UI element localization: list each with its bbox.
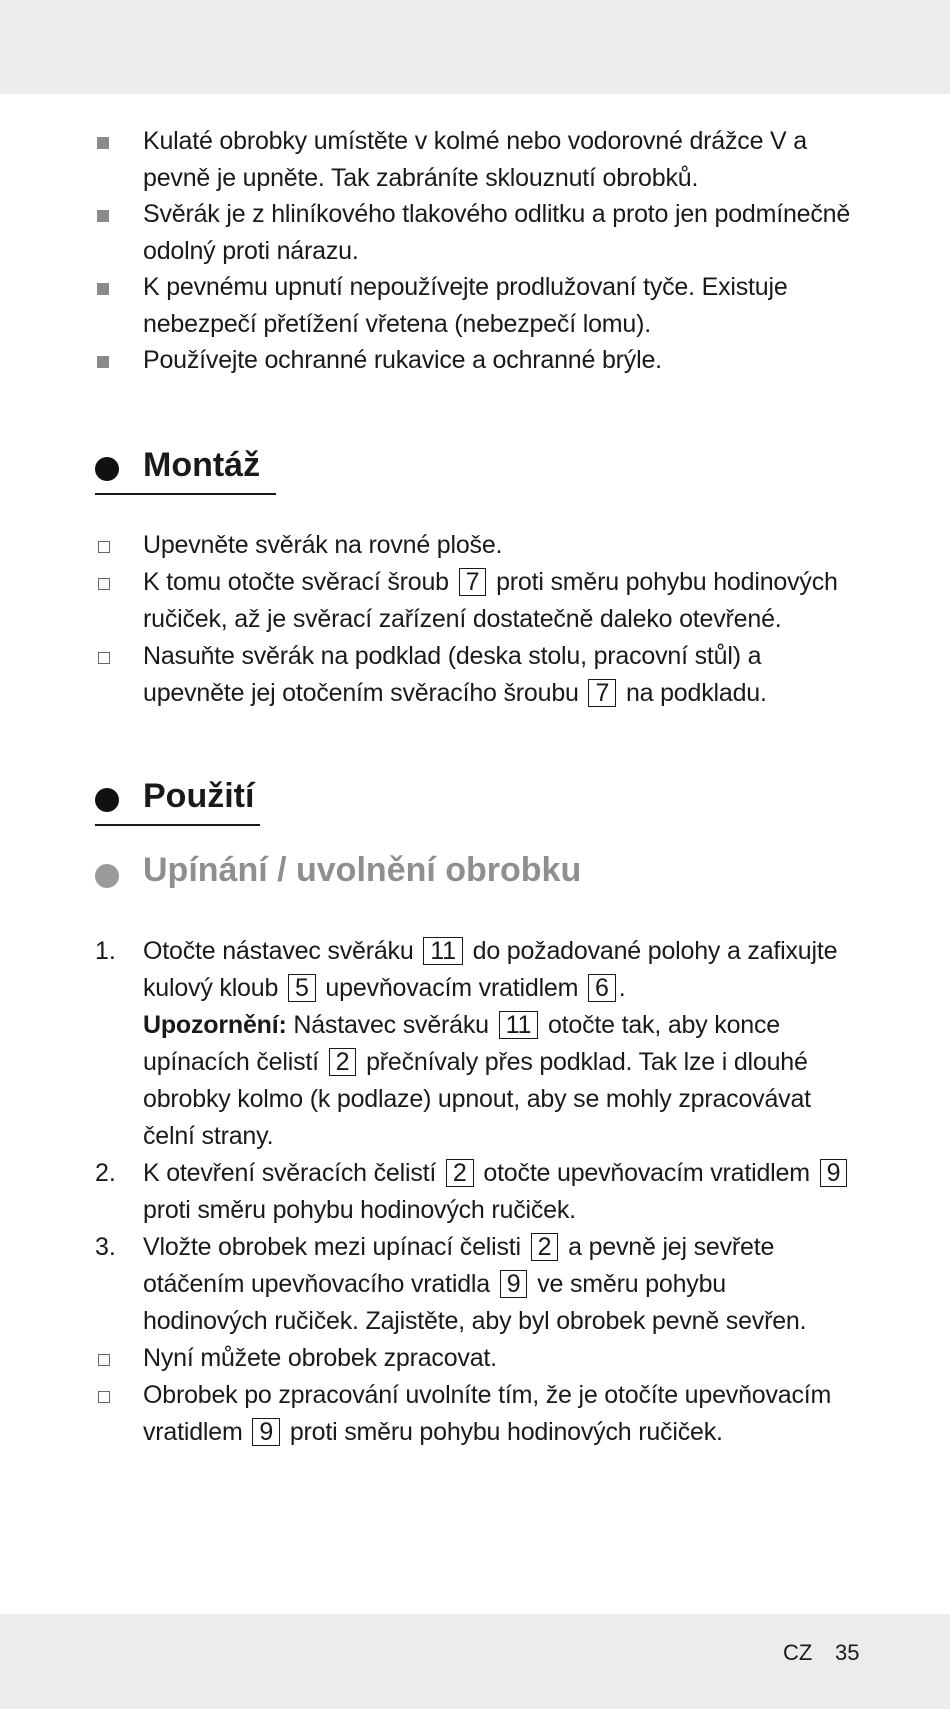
pouziti-step-2 bbox=[143, 1155, 863, 1229]
page-number: 35 bbox=[835, 1640, 860, 1665]
text: proti směru pohybu hodinových bbox=[496, 568, 838, 596]
part-number-box: 6 bbox=[588, 974, 616, 1002]
safety-bullet-4 bbox=[143, 342, 863, 379]
text: vratidlem bbox=[143, 1418, 243, 1446]
footer-language: CZ bbox=[783, 1640, 813, 1665]
text: přečnívaly přes podklad. Tak lze i dlouhé bbox=[366, 1048, 808, 1076]
text-line: čelní strany. bbox=[143, 1122, 274, 1150]
part-number-box: 2 bbox=[329, 1048, 357, 1076]
safety-bullet-1 bbox=[143, 123, 863, 197]
text-line bbox=[143, 1229, 863, 1266]
text-line bbox=[143, 564, 863, 601]
bullet-square-icon bbox=[97, 137, 109, 149]
text-line: nebezpečí přetížení vřetena (nebezpečí lomu). bbox=[143, 310, 651, 338]
text: do požadované polohy a zafixujte bbox=[472, 937, 838, 965]
checkbox-square-icon bbox=[98, 652, 110, 664]
text: upevněte jej otočením svěracího šroubu bbox=[143, 679, 579, 707]
checkbox-square-icon bbox=[98, 1391, 110, 1403]
text: Otočte nástavec svěráku bbox=[143, 937, 414, 965]
pouziti-note-1 bbox=[143, 1340, 863, 1377]
text: upínacích čelistí bbox=[143, 1048, 319, 1076]
text-line bbox=[143, 933, 863, 970]
top-margin-band bbox=[0, 0, 950, 94]
part-number-box: 5 bbox=[288, 974, 316, 1002]
part-number-box: 7 bbox=[459, 568, 487, 596]
text: na podkladu. bbox=[625, 679, 767, 707]
text-line: Používejte ochranné rukavice a ochranné brýle. bbox=[143, 346, 662, 374]
part-number-box: 11 bbox=[423, 937, 463, 965]
part-number-box: 2 bbox=[446, 1159, 474, 1187]
pouziti-note-2 bbox=[143, 1377, 863, 1451]
heading-bullet-icon bbox=[95, 457, 119, 481]
text: Vložte obrobek mezi upínací čelisti bbox=[143, 1233, 521, 1261]
bullet-square-icon bbox=[97, 283, 109, 295]
step-number: 3. bbox=[95, 1233, 116, 1261]
heading-bullet-icon bbox=[95, 864, 119, 888]
montaz-step-1 bbox=[143, 527, 863, 564]
text: upevňovacím vratidlem bbox=[325, 974, 579, 1002]
text-line bbox=[143, 970, 863, 1007]
text-line: odolný proti nárazu. bbox=[143, 237, 359, 265]
note-label: Upozornění: bbox=[143, 1011, 287, 1039]
part-number-box: 9 bbox=[820, 1159, 848, 1187]
bullet-square-icon bbox=[97, 210, 109, 222]
safety-bullet-3 bbox=[143, 269, 863, 343]
heading-underline bbox=[95, 493, 276, 495]
text: otočte tak, aby konce bbox=[547, 1011, 780, 1039]
pouziti-step-3 bbox=[143, 1229, 863, 1340]
checkbox-square-icon bbox=[98, 1354, 110, 1366]
text-line: Kulaté obrobky umístěte v kolmé nebo vodorovné drážce V a bbox=[143, 127, 807, 155]
text-line bbox=[143, 675, 863, 712]
heading-text: Montáž bbox=[143, 446, 261, 484]
checkbox-square-icon bbox=[98, 578, 110, 590]
text-line bbox=[143, 1155, 863, 1192]
text-line bbox=[143, 1266, 863, 1303]
text-line: proti směru pohybu hodinových ručiček. bbox=[143, 1196, 576, 1224]
text: . bbox=[618, 974, 626, 1002]
text-line: Obrobek po zpracování uvolníte tím, že je otočíte upevňovacím bbox=[143, 1381, 832, 1409]
montaz-step-3 bbox=[143, 638, 863, 712]
text: ve směru pohybu bbox=[537, 1270, 726, 1298]
text-line: Upevněte svěrák na rovné ploše. bbox=[143, 531, 503, 559]
heading-underline bbox=[95, 824, 260, 826]
text-line: pevně je upněte. Tak zabráníte sklouznutí obrobků. bbox=[143, 164, 699, 192]
part-number-box: 9 bbox=[500, 1270, 528, 1298]
part-number-box: 7 bbox=[588, 679, 616, 707]
checkbox-square-icon bbox=[98, 541, 110, 553]
text-line bbox=[143, 1007, 863, 1044]
part-number-box: 9 bbox=[252, 1418, 280, 1446]
step-number: 1. bbox=[95, 937, 116, 965]
text-line: obrobky kolmo (k podlaze) upnout, aby se mohly zpracovávat bbox=[143, 1085, 811, 1113]
text-line: K pevnému upnutí nepoužívejte prodlužovaní tyče. Existuje bbox=[143, 273, 788, 301]
part-number-box: 2 bbox=[531, 1233, 559, 1261]
text-line: Svěrák je z hliníkového tlakového odlitku a proto jen podmínečně bbox=[143, 200, 851, 228]
text: K tomu otočte svěrací šroub bbox=[143, 568, 449, 596]
step-number: 2. bbox=[95, 1159, 116, 1187]
text-line bbox=[143, 1044, 863, 1081]
text: K otevření svěracích čelistí bbox=[143, 1159, 437, 1187]
text: Nástavec svěráku bbox=[293, 1011, 489, 1039]
text-line bbox=[143, 1414, 863, 1451]
safety-bullet-2 bbox=[143, 196, 863, 270]
text-line: ručiček, až je svěrací zařízení dostatečně daleko otevřené. bbox=[143, 605, 782, 633]
heading-text: Upínání / uvolnění obrobku bbox=[143, 851, 582, 889]
text-line: hodinových ručiček. Zajistěte, aby byl obrobek pevně sevřen. bbox=[143, 1307, 807, 1335]
text: a pevně jej sevřete bbox=[568, 1233, 775, 1261]
text: otáčením upevňovacího vratidla bbox=[143, 1270, 490, 1298]
heading-text: Použití bbox=[143, 777, 255, 815]
text-line: Nyní můžete obrobek zpracovat. bbox=[143, 1344, 497, 1372]
text: proti směru pohybu hodinových ručiček. bbox=[289, 1418, 723, 1446]
montaz-step-2 bbox=[143, 564, 863, 638]
bullet-square-icon bbox=[97, 356, 109, 368]
text: kulový kloub bbox=[143, 974, 279, 1002]
text-line: Nasuňte svěrák na podklad (deska stolu, pracovní stůl) a bbox=[143, 642, 762, 670]
heading-bullet-icon bbox=[95, 788, 119, 812]
pouziti-step-1 bbox=[143, 933, 863, 1155]
text: otočte upevňovacím vratidlem bbox=[483, 1159, 810, 1187]
part-number-box: 11 bbox=[499, 1011, 539, 1039]
